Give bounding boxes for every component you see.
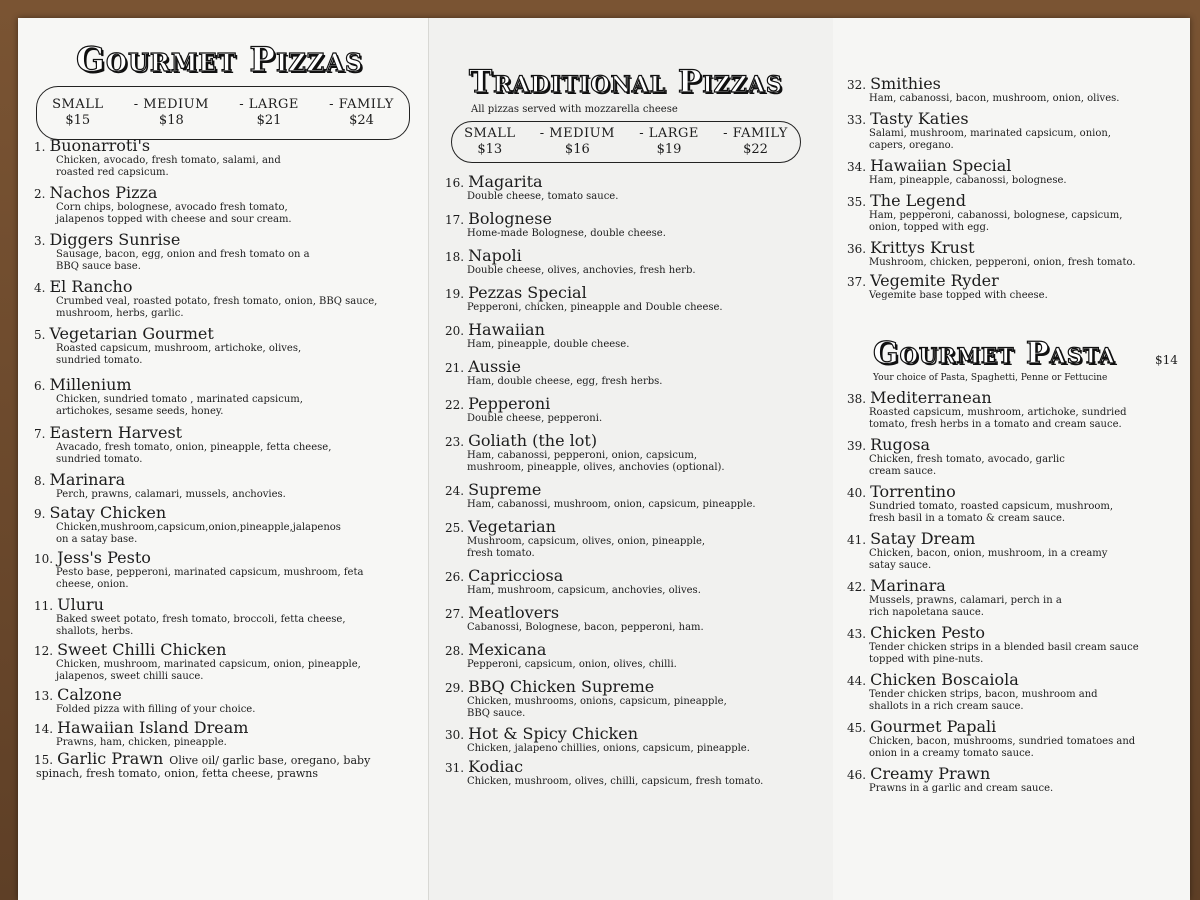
item-number: 18. bbox=[445, 250, 465, 264]
gourmet-price-col bbox=[52, 97, 103, 129]
item-description: shallots in a rich cream sauce. bbox=[869, 701, 1024, 712]
item-description: sundried tomato. bbox=[56, 454, 143, 465]
item-description: Chicken, bacon, mushrooms, sundried tomatoes and bbox=[869, 736, 1136, 747]
item-name: Smithies bbox=[870, 74, 941, 93]
size-label: SMALL bbox=[52, 97, 104, 112]
item-name: Torrentino bbox=[870, 482, 956, 501]
item-description: Sausage, bacon, egg, onion and fresh tomato on a bbox=[56, 249, 310, 260]
item-number: 24. bbox=[445, 484, 465, 498]
item-description: Ham, mushroom, capsicum, anchovies, olives. bbox=[467, 585, 701, 596]
item-number: 36. bbox=[847, 242, 867, 256]
list-item bbox=[34, 423, 424, 466]
item-number: 32. bbox=[847, 78, 867, 92]
item-name: Garlic Prawn bbox=[57, 749, 164, 768]
item-description: cheese, onion. bbox=[56, 579, 129, 590]
list-item bbox=[34, 749, 424, 780]
item-description: Prawns, ham, chicken, pineapple. bbox=[56, 737, 227, 748]
item-name: Jess's Pesto bbox=[57, 548, 151, 567]
traditional-price-col bbox=[540, 126, 615, 158]
item-name: Napoli bbox=[468, 246, 522, 265]
item-description: Avacado, fresh tomato, onion, pineapple, fetta cheese, bbox=[56, 442, 332, 453]
item-number: 33. bbox=[847, 113, 867, 127]
item-number: 37. bbox=[847, 275, 867, 289]
item-description: Crumbed veal, roasted potato, fresh tomato, onion, BBQ sauce, bbox=[56, 296, 378, 307]
item-number: 28. bbox=[445, 644, 465, 658]
item-description: Chicken, avocado, fresh tomato, salami, and bbox=[56, 155, 281, 166]
item-number: 29. bbox=[445, 681, 465, 695]
item-name: Gourmet Papali bbox=[870, 717, 997, 736]
item-name: Aussie bbox=[468, 357, 521, 376]
list-item bbox=[34, 183, 424, 226]
item-number: 35. bbox=[847, 195, 867, 209]
size-label: - MEDIUM bbox=[539, 126, 615, 141]
more-pizza-list bbox=[847, 74, 1185, 302]
list-item bbox=[34, 548, 424, 591]
item-name: Eastern Harvest bbox=[49, 423, 183, 442]
item-description: Vegemite base topped with cheese. bbox=[869, 290, 1048, 301]
item-description: Tender chicken strips in a blended basil cream sauce bbox=[869, 642, 1139, 653]
item-description: Olive oil/ garlic base, oregano, baby bbox=[169, 754, 371, 767]
list-item bbox=[34, 324, 424, 367]
gourmet-price-col bbox=[329, 97, 394, 129]
item-description: cream sauce. bbox=[869, 466, 937, 477]
list-item bbox=[445, 603, 830, 634]
item-number: 40. bbox=[847, 486, 867, 500]
item-name: The Legend bbox=[870, 191, 966, 210]
item-number: 44. bbox=[847, 674, 867, 688]
item-name: Pepperoni bbox=[468, 394, 551, 413]
item-description: Prawns in a garlic and cream sauce. bbox=[869, 783, 1054, 794]
item-description: Chicken, mushroom, marinated capsicum, onion, pineapple, bbox=[56, 659, 361, 670]
traditional-pizzas-title: Traditional Pizzas bbox=[469, 64, 783, 100]
item-number: 6. bbox=[34, 379, 46, 393]
list-item bbox=[847, 388, 1185, 431]
list-item bbox=[34, 503, 424, 546]
item-number: 14. bbox=[34, 722, 54, 736]
list-item bbox=[445, 757, 830, 788]
list-item bbox=[847, 529, 1185, 572]
item-description: mushroom, herbs, garlic. bbox=[56, 308, 184, 319]
item-description: Ham, cabanossi, bacon, mushroom, onion, olives. bbox=[869, 93, 1120, 104]
item-name: Diggers Sunrise bbox=[49, 230, 181, 249]
item-number: 43. bbox=[847, 627, 867, 641]
item-name: Millenium bbox=[49, 375, 132, 394]
item-description: Pesto base, pepperoni, marinated capsicum, mushroom, feta bbox=[56, 567, 364, 578]
list-item bbox=[34, 595, 424, 638]
item-name: Goliath (the lot) bbox=[468, 431, 598, 450]
item-description: Corn chips, bolognese, avocado fresh tomato, bbox=[56, 202, 288, 213]
item-description: BBQ sauce. bbox=[467, 708, 526, 719]
item-description: Chicken, mushrooms, onions, capsicum, pineapple, bbox=[467, 696, 727, 707]
traditional-price-col bbox=[639, 126, 699, 158]
item-number: 2. bbox=[34, 187, 46, 201]
item-name: BBQ Chicken Supreme bbox=[468, 677, 655, 696]
item-name: Hot & Spicy Chicken bbox=[468, 724, 639, 743]
item-description: Pepperoni, capsicum, onion, olives, chilli. bbox=[467, 659, 677, 670]
item-name: Tasty Katies bbox=[870, 109, 969, 128]
item-description: Cabanossi, Bolognese, bacon, pepperoni, ham. bbox=[467, 622, 704, 633]
item-number: 26. bbox=[445, 570, 465, 584]
size-price: $15 bbox=[65, 113, 91, 128]
item-name: Uluru bbox=[57, 595, 104, 614]
item-name: Vegemite Ryder bbox=[870, 271, 999, 290]
item-description: Mushroom, capsicum, olives, onion, pineapple, bbox=[467, 536, 706, 547]
size-price: $16 bbox=[564, 142, 590, 157]
item-name: Magarita bbox=[468, 172, 543, 191]
list-item bbox=[34, 640, 424, 683]
item-description: Chicken, mushroom, olives, chilli, capsicum, fresh tomato. bbox=[467, 776, 764, 787]
item-name: Nachos Pizza bbox=[49, 183, 158, 202]
item-number: 8. bbox=[34, 474, 46, 488]
item-description: Salami, mushroom, marinated capsicum, onion, bbox=[869, 128, 1111, 139]
item-description: on a satay base. bbox=[56, 534, 138, 545]
item-description: Home-made Bolognese, double cheese. bbox=[467, 228, 666, 239]
size-label: - FAMILY bbox=[723, 126, 788, 141]
item-number: 7. bbox=[34, 427, 46, 441]
size-price: $19 bbox=[656, 142, 682, 157]
traditional-pizza-list bbox=[445, 172, 830, 788]
item-number: 20. bbox=[445, 324, 465, 338]
item-description: sundried tomato. bbox=[56, 355, 143, 366]
item-name: Mexicana bbox=[468, 640, 547, 659]
item-description: jalapenos, sweet chilli sauce. bbox=[56, 671, 204, 682]
item-description: Ham, cabanossi, pepperoni, onion, capsicum, bbox=[467, 450, 698, 461]
item-description: Chicken, bacon, onion, mushroom, in a creamy bbox=[869, 548, 1108, 559]
item-number: 23. bbox=[445, 435, 465, 449]
list-item bbox=[847, 623, 1185, 666]
item-name: Kodiac bbox=[468, 757, 524, 776]
item-number: 25. bbox=[445, 521, 465, 535]
item-name: Vegetarian Gourmet bbox=[49, 324, 214, 343]
pasta-choice-note: Your choice of Pasta, Spaghetti, Penne or Fettucine bbox=[873, 373, 1108, 383]
item-name: Buonarroti's bbox=[49, 136, 151, 155]
item-description: Ham, cabanossi, mushroom, onion, capsicum, pineapple. bbox=[467, 499, 756, 510]
item-description: topped with pine-nuts. bbox=[869, 654, 984, 665]
item-name: Mediterranean bbox=[870, 388, 992, 407]
item-description: onion in a creamy tomato sauce. bbox=[869, 748, 1034, 759]
item-name: Vegetarian bbox=[468, 517, 556, 536]
item-name: Krittys Krust bbox=[870, 238, 975, 257]
item-name: Satay Chicken bbox=[49, 503, 167, 522]
item-number: 31. bbox=[445, 761, 465, 775]
list-item bbox=[34, 230, 424, 273]
item-number: 3. bbox=[34, 234, 46, 248]
item-number: 38. bbox=[847, 392, 867, 406]
traditional-pizzas-price-box bbox=[451, 121, 801, 163]
item-name: Chicken Pesto bbox=[870, 623, 986, 642]
item-number: 5. bbox=[34, 328, 46, 342]
item-name: Chicken Boscaiola bbox=[870, 670, 1019, 689]
item-description: BBQ sauce base. bbox=[56, 261, 141, 272]
list-item bbox=[847, 238, 1185, 269]
item-number: 4. bbox=[34, 281, 46, 295]
item-name: Hawaiian bbox=[468, 320, 545, 339]
list-item bbox=[445, 517, 830, 560]
item-number: 10. bbox=[34, 552, 54, 566]
gourmet-pizzas-price-box bbox=[36, 86, 410, 140]
list-item bbox=[445, 640, 830, 671]
item-name: Meatlovers bbox=[468, 603, 560, 622]
item-description: Baked sweet potato, fresh tomato, broccoli, fetta cheese, bbox=[56, 614, 346, 625]
gourmet-pasta-title: Gourmet Pasta bbox=[873, 336, 1116, 371]
list-item bbox=[847, 717, 1185, 760]
item-number: 39. bbox=[847, 439, 867, 453]
traditional-price-col bbox=[723, 126, 788, 158]
item-description: Tender chicken strips, bacon, mushroom and bbox=[869, 689, 1098, 700]
list-item bbox=[847, 109, 1185, 152]
item-description: spinach, fresh tomato, onion, fetta cheese, prawns bbox=[36, 767, 319, 780]
list-item bbox=[34, 375, 424, 418]
item-description: Sundried tomato, roasted capsicum, mushroom, bbox=[869, 501, 1114, 512]
item-name: Calzone bbox=[57, 685, 122, 704]
item-number: 45. bbox=[847, 721, 867, 735]
pasta-list bbox=[847, 388, 1185, 795]
size-label: SMALL bbox=[464, 126, 516, 141]
item-number: 46. bbox=[847, 768, 867, 782]
list-item bbox=[847, 156, 1185, 187]
item-name: Rugosa bbox=[870, 435, 931, 454]
list-item bbox=[445, 209, 830, 240]
size-price: $21 bbox=[256, 113, 282, 128]
size-label: - LARGE bbox=[639, 126, 699, 141]
item-description: onion, topped with egg. bbox=[869, 222, 990, 233]
item-description: Chicken,mushroom,capsicum,onion,pineapple,jalapenos bbox=[56, 522, 341, 533]
item-description: Ham, double cheese, egg, fresh herbs. bbox=[467, 376, 663, 387]
item-number: 16. bbox=[445, 176, 465, 190]
item-name: Marinara bbox=[49, 470, 126, 489]
item-description: Double cheese, olives, anchovies, fresh herb. bbox=[467, 265, 696, 276]
item-description: Perch, prawns, calamari, mussels, anchovies. bbox=[56, 489, 286, 500]
list-item bbox=[445, 283, 830, 314]
item-description: Ham, pepperoni, cabanossi, bolognese, capsicum, bbox=[869, 210, 1123, 221]
item-number: 9. bbox=[34, 507, 46, 521]
item-name: Pezzas Special bbox=[468, 283, 587, 302]
item-number: 17. bbox=[445, 213, 465, 227]
size-label: - FAMILY bbox=[329, 97, 394, 112]
gourmet-pizza-list bbox=[34, 136, 424, 780]
traditional-price-col bbox=[464, 126, 515, 158]
item-name: Sweet Chilli Chicken bbox=[57, 640, 227, 659]
item-description: Mushroom, chicken, pepperoni, onion, fresh tomato. bbox=[869, 257, 1136, 268]
item-number: 42. bbox=[847, 580, 867, 594]
item-description: Chicken, fresh tomato, avocado, garlic bbox=[869, 454, 1065, 465]
menu-sheet bbox=[18, 18, 1190, 900]
item-number: 34. bbox=[847, 160, 867, 174]
item-description: artichokes, sesame seeds, honey. bbox=[56, 406, 224, 417]
item-description: capers, oregano. bbox=[869, 140, 954, 151]
list-item bbox=[445, 357, 830, 388]
list-item bbox=[34, 136, 424, 179]
size-price: $24 bbox=[349, 113, 374, 128]
size-label: - LARGE bbox=[239, 97, 299, 112]
item-description: fresh basil in a tomato & cream sauce. bbox=[869, 513, 1066, 524]
size-price: $18 bbox=[158, 113, 184, 128]
list-item bbox=[847, 271, 1185, 302]
item-name: Supreme bbox=[468, 480, 542, 499]
item-description: tomato, fresh herbs in a tomato and cream sauce. bbox=[869, 419, 1122, 430]
gourmet-price-col bbox=[239, 97, 299, 129]
pasta-panel bbox=[833, 18, 1190, 900]
list-item bbox=[445, 431, 830, 474]
item-number: 15. bbox=[34, 753, 54, 767]
list-item bbox=[847, 670, 1185, 713]
list-item bbox=[445, 246, 830, 277]
item-number: 19. bbox=[445, 287, 465, 301]
list-item bbox=[847, 576, 1185, 619]
item-number: 27. bbox=[445, 607, 465, 621]
item-description: Double cheese, tomato sauce. bbox=[467, 191, 619, 202]
item-description: Ham, pineapple, double cheese. bbox=[467, 339, 630, 350]
list-item bbox=[445, 172, 830, 203]
item-description: rich napoletana sauce. bbox=[869, 607, 984, 618]
item-name: Satay Dream bbox=[870, 529, 976, 548]
item-name: Hawaiian Special bbox=[870, 156, 1012, 175]
item-description: roasted red capsicum. bbox=[56, 167, 169, 178]
item-number: 12. bbox=[34, 644, 54, 658]
gourmet-price-col bbox=[134, 97, 209, 129]
item-description: Folded pizza with filling of your choice. bbox=[56, 704, 256, 715]
list-item bbox=[445, 724, 830, 755]
size-price: $22 bbox=[743, 142, 768, 157]
list-item bbox=[847, 764, 1185, 795]
list-item bbox=[847, 74, 1185, 105]
item-name: Marinara bbox=[870, 576, 946, 595]
list-item bbox=[445, 480, 830, 511]
list-item bbox=[847, 191, 1185, 234]
item-number: 1. bbox=[34, 140, 46, 154]
item-description: Pepperoni, chicken, pineapple and Double cheese. bbox=[467, 302, 723, 313]
list-item bbox=[34, 277, 424, 320]
list-item bbox=[34, 685, 424, 716]
item-name: Bolognese bbox=[468, 209, 552, 228]
item-name: Creamy Prawn bbox=[870, 764, 991, 783]
list-item bbox=[847, 435, 1185, 478]
item-description: Double cheese, pepperoni. bbox=[467, 413, 603, 424]
item-description: shallots, herbs. bbox=[56, 626, 134, 637]
item-description: fresh tomato. bbox=[467, 548, 535, 559]
gourmet-pizzas-title: Gourmet Pizzas bbox=[76, 40, 364, 80]
list-item bbox=[445, 394, 830, 425]
pasta-price: $14 bbox=[1155, 353, 1178, 367]
item-description: Chicken, jalapeno chillies, onions, capsicum, pineapple. bbox=[467, 743, 750, 754]
item-description: jalapenos topped with cheese and sour cream. bbox=[56, 214, 292, 225]
item-number: 21. bbox=[445, 361, 465, 375]
item-number: 11. bbox=[34, 599, 54, 613]
list-item bbox=[34, 470, 424, 501]
item-description: Chicken, sundried tomato , marinated capsicum, bbox=[56, 394, 303, 405]
item-description: Roasted capsicum, mushroom, artichoke, sundried bbox=[869, 407, 1127, 418]
size-label: - MEDIUM bbox=[133, 97, 209, 112]
list-item bbox=[445, 677, 830, 720]
item-description: Mussels, prawns, calamari, perch in a bbox=[869, 595, 1062, 606]
item-number: 41. bbox=[847, 533, 867, 547]
gourmet-pizzas-panel bbox=[18, 18, 428, 900]
item-description: Roasted capsicum, mushroom, artichoke, olives, bbox=[56, 343, 302, 354]
item-number: 13. bbox=[34, 689, 54, 703]
traditional-pizzas-panel bbox=[428, 18, 835, 900]
list-item bbox=[847, 482, 1185, 525]
item-name: Capricciosa bbox=[468, 566, 564, 585]
list-item bbox=[34, 718, 424, 749]
list-item bbox=[445, 320, 830, 351]
mozzarella-note: All pizzas served with mozzarella cheese bbox=[471, 104, 678, 115]
size-price: $13 bbox=[477, 142, 503, 157]
item-number: 30. bbox=[445, 728, 465, 742]
item-description: Ham, pineapple, cabanossi, bolognese. bbox=[869, 175, 1067, 186]
item-name: El Rancho bbox=[49, 277, 133, 296]
list-item bbox=[445, 566, 830, 597]
item-number: 22. bbox=[445, 398, 465, 412]
item-description: satay sauce. bbox=[869, 560, 932, 571]
item-description: mushroom, pineapple, olives, anchovies (optional). bbox=[467, 462, 725, 473]
item-name: Hawaiian Island Dream bbox=[57, 718, 249, 737]
